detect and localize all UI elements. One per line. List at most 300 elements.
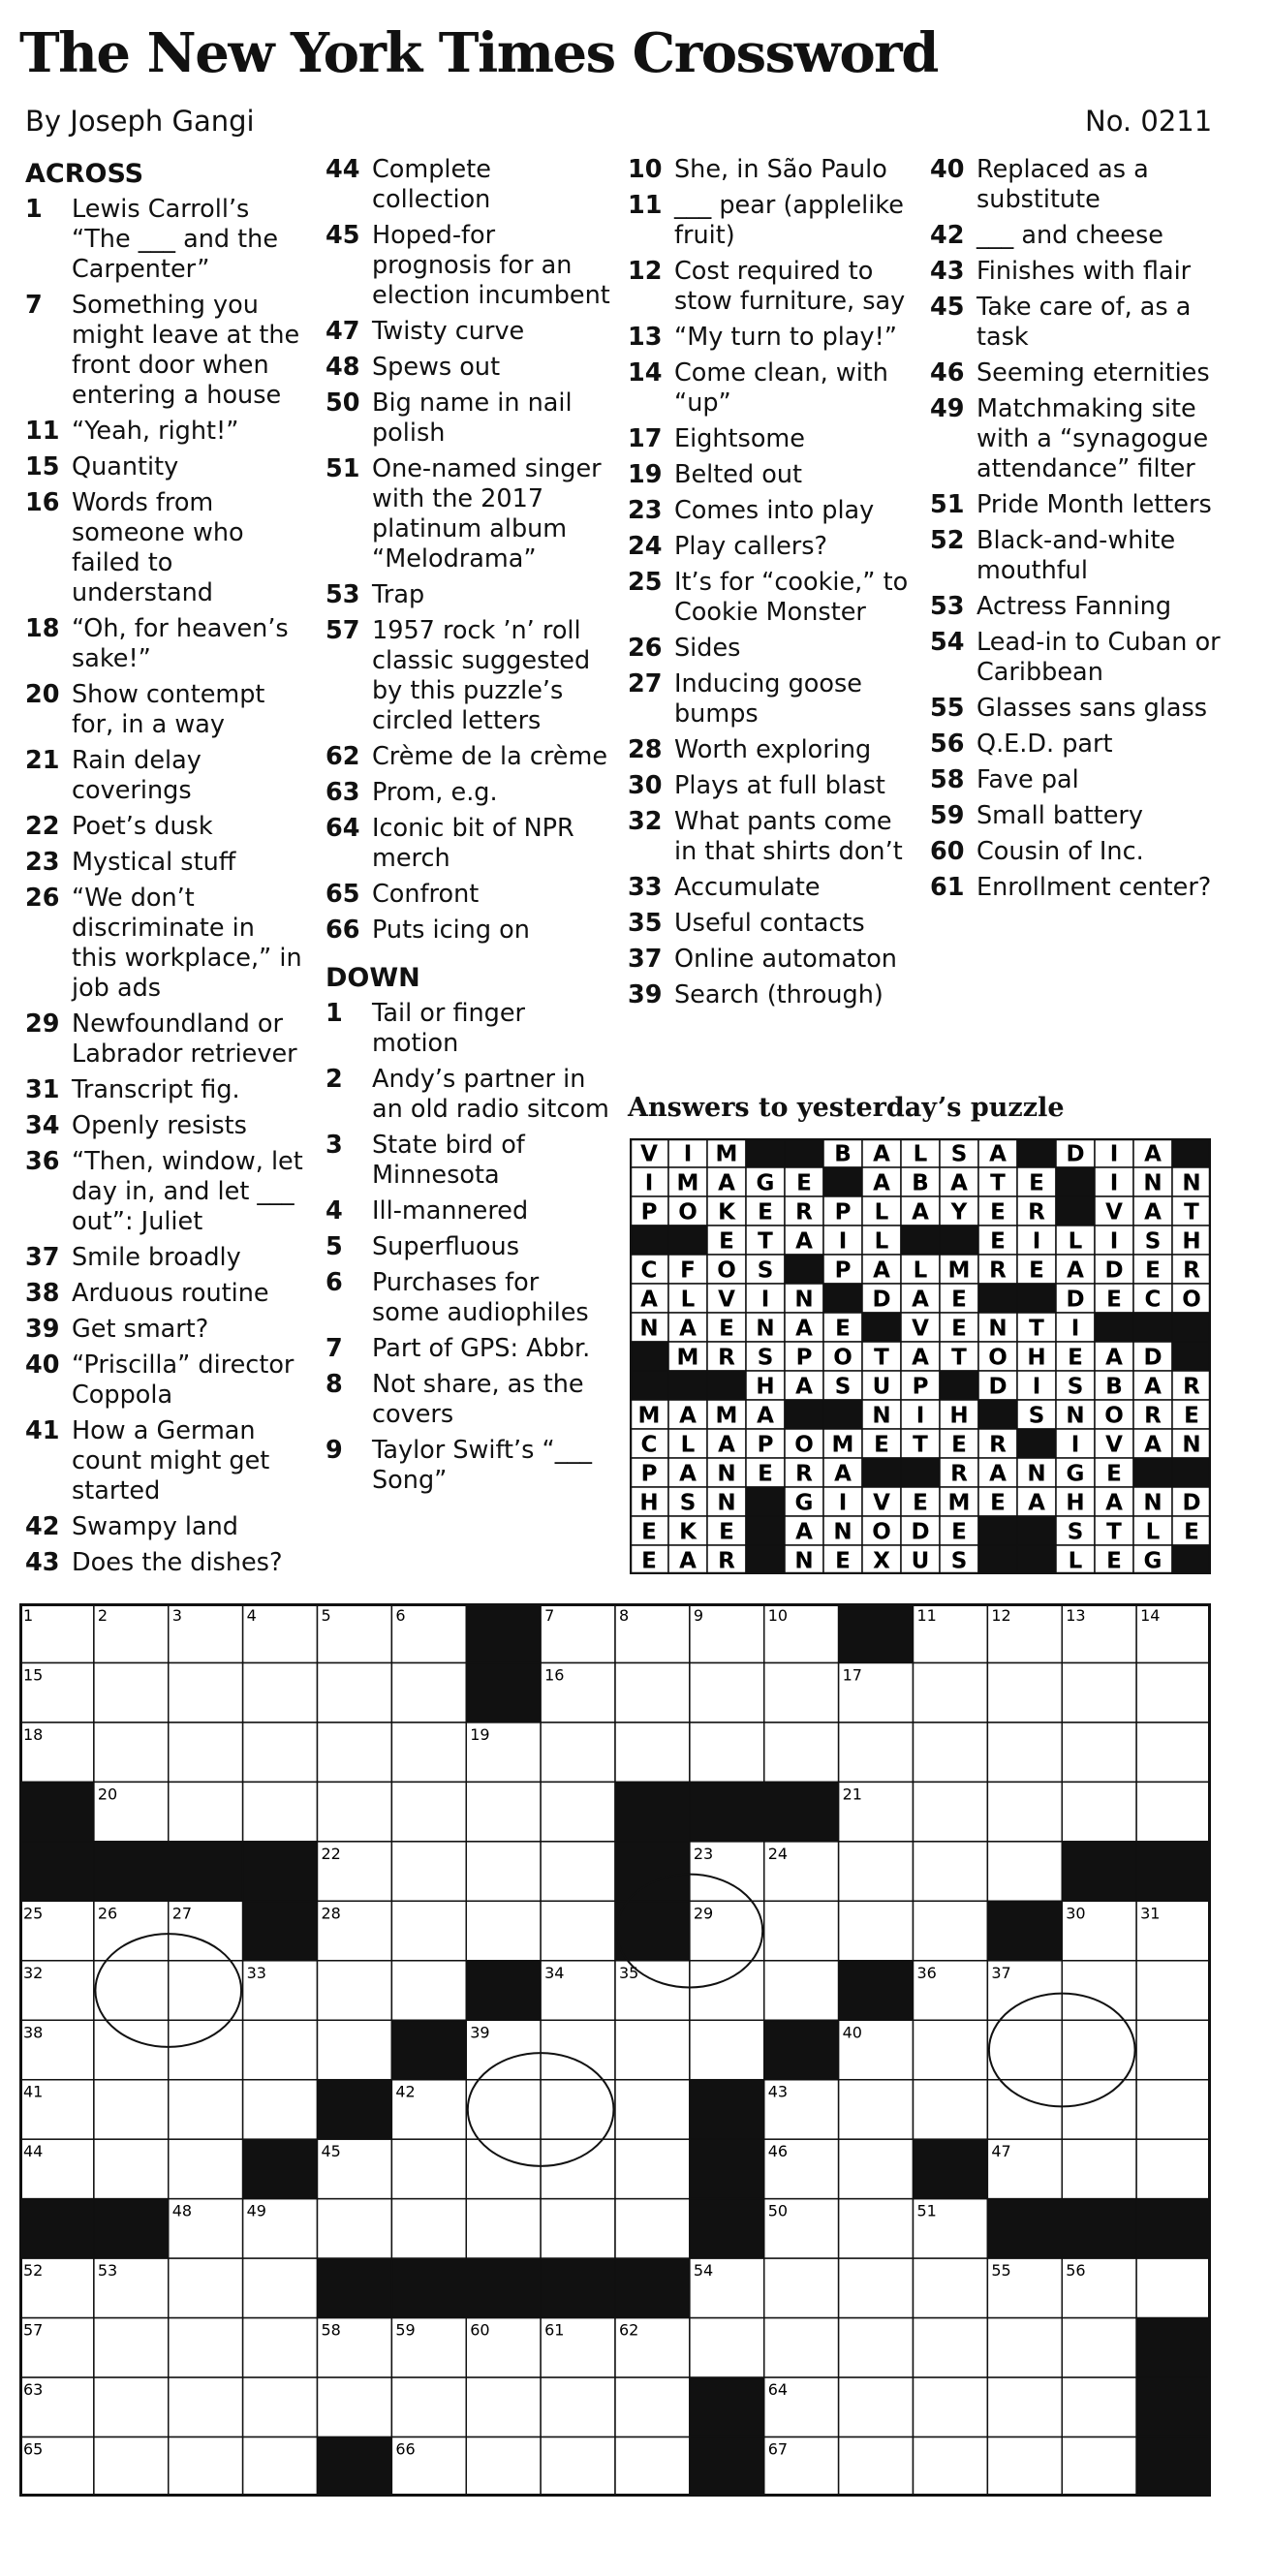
down-clue-52[interactable] [930,526,1221,586]
grid-square[interactable] [987,1782,1062,1841]
across-clue-11[interactable] [25,417,306,447]
grid-square[interactable] [243,2080,318,2139]
black-square [243,2139,318,2198]
grid-square[interactable] [169,1961,243,2020]
answer-letter: R [989,1257,1007,1284]
down-clue-9[interactable] [326,1436,611,1496]
down-clue-5[interactable] [326,1232,611,1262]
across-clue-15[interactable] [25,452,306,482]
grid-square[interactable] [318,1782,392,1841]
grid-square[interactable] [839,1842,914,1901]
clue-text: Matchmaking site with a “synagogue attendance” filter [976,394,1209,483]
grid-square[interactable] [391,1901,466,1960]
grid-square[interactable] [1136,1723,1211,1782]
answer-letter: A [640,1287,658,1313]
grid-square[interactable] [541,1723,615,1782]
down-clue-32[interactable] [628,807,914,867]
square-number: 57 [23,2320,44,2340]
grid-square[interactable] [466,1782,541,1841]
grid-square[interactable] [615,1662,690,1722]
answer-black-square [668,1371,707,1400]
grid-square[interactable] [839,1901,914,1960]
down-clue-46[interactable] [930,358,1221,388]
across-clue-53[interactable] [326,580,611,610]
grid-square[interactable] [94,2377,169,2436]
down-clue-25[interactable] [628,568,914,628]
grid-square[interactable] [541,2020,615,2079]
grid-square[interactable] [1136,2020,1211,2079]
square-number: 37 [991,1963,1011,1982]
down-clue-39[interactable] [628,980,914,1010]
clue-number: 57 [326,616,360,645]
grid-square[interactable] [94,1662,169,1722]
grid-square[interactable] [1136,2080,1211,2139]
grid-square[interactable] [318,1961,392,2020]
across-clue-66[interactable] [326,916,611,946]
answer-black-square [978,1545,1017,1574]
down-clue-40[interactable] [930,155,1221,215]
grid-square[interactable] [94,2437,169,2497]
grid-square[interactable] [690,1662,764,1722]
grid-square[interactable] [839,1723,914,1782]
down-clue-2[interactable] [326,1065,611,1125]
grid-square[interactable] [914,1782,988,1841]
grid-square[interactable] [839,2139,914,2198]
grid-square[interactable] [169,2258,243,2317]
answer-letter: A [718,1170,735,1196]
grid-square[interactable] [615,2080,690,2139]
answer-black-square [940,1371,978,1400]
grid-square[interactable] [690,2318,764,2377]
grid-square[interactable] [391,1723,466,1782]
grid-square[interactable] [615,2199,690,2258]
grid-square[interactable] [94,2080,169,2139]
grid-square[interactable] [914,1662,988,1722]
down-clue-45[interactable] [930,293,1221,353]
answer-black-square [1017,1429,1056,1458]
across-clue-1[interactable] [25,195,306,285]
down-clue-17[interactable] [628,424,914,454]
grid-square[interactable] [987,2377,1062,2436]
grid-square[interactable] [541,2139,615,2198]
answer-letter: T [1106,1519,1122,1545]
down-clue-56[interactable] [930,729,1221,760]
clue-number: 31 [25,1075,60,1104]
grid-square[interactable] [243,1723,318,1782]
clue-text: Get smart? [72,1315,209,1344]
clue-text: Trap [372,580,425,609]
grid-square[interactable] [914,2258,988,2317]
grid-square[interactable] [541,2199,615,2258]
square-number: 67 [767,2439,789,2459]
answer-black-square [630,1226,668,1255]
across-clue-18[interactable] [25,614,306,674]
grid-square[interactable] [914,2080,988,2139]
grid-square[interactable] [466,1901,541,1960]
grid-square[interactable] [764,1662,839,1722]
square-number: 7 [544,1606,555,1625]
grid-square[interactable] [169,2020,243,2079]
answer-black-square [1017,1545,1056,1574]
grid-square[interactable] [1062,1662,1136,1722]
down-clue-12[interactable] [628,257,914,317]
grid-square[interactable] [1062,1961,1136,2020]
down-clue-30[interactable] [628,771,914,801]
black-square [690,2199,764,2258]
down-clue-58[interactable] [930,765,1221,795]
grid-square[interactable] [466,2437,541,2497]
grid-square[interactable] [541,1901,615,1960]
answer-letter: I [1032,1374,1041,1400]
grid-square[interactable] [764,1901,839,1960]
across-clue-62[interactable] [326,742,611,772]
black-square [690,2080,764,2139]
down-clue-10[interactable] [628,155,914,185]
grid-square[interactable] [1062,1782,1136,1841]
grid-square[interactable] [615,2437,690,2497]
down-clue-55[interactable] [930,694,1221,724]
down-clue-59[interactable] [930,801,1221,831]
across-clue-26[interactable] [25,884,306,1004]
grid-square[interactable] [1136,2258,1211,2317]
across-clue-20[interactable] [25,680,306,740]
across-clue-48[interactable] [326,353,611,383]
across-clue-63[interactable] [326,778,611,808]
across-clue-23[interactable] [25,848,306,878]
down-clue-53[interactable] [930,592,1221,622]
grid-square[interactable] [1136,1662,1211,1722]
grid-square[interactable] [615,2377,690,2436]
down-clue-43[interactable] [930,257,1221,287]
across-clue-43[interactable] [25,1548,306,1578]
grid-square[interactable] [391,1842,466,1901]
grid-square[interactable] [764,1961,839,2020]
clue-number: 26 [628,634,663,663]
answer-letter: E [1145,1257,1161,1284]
answer-letter: N [833,1519,852,1545]
clue-text: Words from someone who failed to understand [72,488,244,607]
grid-square[interactable] [169,1723,243,1782]
answer-letter: I [1109,1170,1119,1196]
grid-square[interactable] [839,2080,914,2139]
across-clue-44[interactable] [326,155,611,215]
answer-letter: A [679,1403,697,1429]
grid-square[interactable] [541,2437,615,2497]
answer-letter: N [717,1461,736,1487]
down-heading: DOWN [326,963,420,993]
black-square [169,1842,243,1901]
down-clue-49[interactable] [930,394,1221,484]
across-clue-41[interactable] [25,1416,306,1506]
answer-letter: A [1105,1345,1123,1371]
grid-square[interactable] [318,1723,392,1782]
down-clue-19[interactable] [628,460,914,490]
across-clue-39[interactable] [25,1315,306,1345]
grid-square[interactable] [541,2377,615,2436]
grid-square[interactable] [391,2139,466,2198]
answer-letter: A [1144,1199,1162,1226]
grid-square[interactable] [541,1782,615,1841]
grid-square[interactable] [391,2199,466,2258]
square-number: 61 [544,2320,565,2340]
down-clue-37[interactable] [628,945,914,975]
down-clue-23[interactable] [628,496,914,526]
square-number: 41 [23,2082,44,2101]
grid-square[interactable] [243,2020,318,2079]
down-clue-4[interactable] [326,1196,611,1226]
across-clue-51[interactable] [326,454,611,574]
grid-square[interactable] [764,2258,839,2317]
across-clue-22[interactable] [25,812,306,842]
grid-square[interactable] [987,2318,1062,2377]
across-clue-34[interactable] [25,1111,306,1141]
square-number: 48 [171,2201,193,2220]
clue-text: Inducing goose bumps [674,669,862,729]
grid-square[interactable] [94,2020,169,2079]
across-clue-50[interactable] [326,388,611,449]
across-clue-64[interactable] [326,814,611,874]
down-clue-24[interactable] [628,532,914,562]
answer-letter: A [1144,1432,1162,1458]
clue-text: Small battery [976,801,1144,830]
answer-letter: A [757,1403,774,1429]
down-clue-1[interactable] [326,999,611,1059]
black-square [1136,1842,1211,1901]
across-clue-57[interactable] [326,616,611,736]
across-clue-29[interactable] [25,1009,306,1070]
grid-square[interactable] [690,1961,764,2020]
answer-letter: A [989,1461,1007,1487]
grid-square[interactable] [243,2318,318,2377]
grid-square[interactable] [391,1961,466,2020]
down-clue-33[interactable] [628,873,914,903]
black-square [1062,2199,1136,2258]
clue-text: ___ and cheese [976,221,1163,250]
down-clue-54[interactable] [930,628,1221,688]
grid-square[interactable] [318,2020,392,2079]
grid-square[interactable] [839,2258,914,2317]
grid-square[interactable] [914,2318,988,2377]
grid-square[interactable] [1136,1961,1211,2020]
clue-text: Arduous routine [72,1279,269,1308]
grid-square[interactable] [839,2318,914,2377]
down-clue-3[interactable] [326,1131,611,1191]
down-clue-60[interactable] [930,837,1221,867]
grid-square[interactable] [169,2139,243,2198]
square-number: 26 [97,1904,118,1923]
down-clue-61[interactable] [930,873,1221,903]
grid-square[interactable] [615,2020,690,2079]
down-clue-11[interactable] [628,191,914,251]
grid-square[interactable] [391,1662,466,1722]
grid-square[interactable] [764,2318,839,2377]
grid-square[interactable] [987,1662,1062,1722]
answer-letter: S [834,1374,852,1400]
down-clue-7[interactable] [326,1334,611,1364]
grid-square[interactable] [169,1662,243,1722]
grid-square[interactable] [94,1723,169,1782]
grid-square[interactable] [839,2199,914,2258]
clue-number: 37 [25,1243,60,1272]
grid-square[interactable] [318,1662,392,1722]
grid-square[interactable] [169,2437,243,2497]
grid-square[interactable] [690,1723,764,1782]
grid-square[interactable] [1062,2080,1136,2139]
answer-letter: I [1109,1141,1119,1167]
answer-letter: T [874,1345,889,1371]
grid-square[interactable] [914,2437,988,2497]
answer-letter: A [679,1548,697,1574]
grid-square[interactable] [690,2020,764,2079]
grid-square[interactable] [1136,1782,1211,1841]
down-clue-51[interactable] [930,490,1221,520]
grid-square[interactable] [914,1842,988,1901]
crossword-grid[interactable] [19,1603,1211,2497]
down-clue-6[interactable] [326,1268,611,1328]
grid-square[interactable] [391,2377,466,2436]
grid-square[interactable] [466,2080,541,2139]
square-number: 53 [97,2261,118,2281]
black-square [690,1782,764,1841]
grid-square[interactable] [1062,2377,1136,2436]
black-square [764,1782,839,1841]
down-clue-14[interactable] [628,358,914,419]
across-clue-65[interactable] [326,880,611,910]
answer-letter: P [912,1374,929,1400]
grid-square[interactable] [466,2199,541,2258]
grid-square[interactable] [1062,2020,1136,2079]
across-clue-31[interactable] [25,1075,306,1105]
down-clue-8[interactable] [326,1370,611,1430]
grid-square[interactable] [243,1782,318,1841]
clue-number: 51 [930,490,965,519]
down-clue-28[interactable] [628,735,914,765]
clue-text: Online automaton [674,945,897,974]
grid-square[interactable] [914,2020,988,2079]
clue-text: It’s for “cookie,” to Cookie Monster [674,568,909,627]
grid-square[interactable] [1062,1723,1136,1782]
grid-square[interactable] [466,2139,541,2198]
square-number: 8 [619,1606,630,1625]
grid-square[interactable] [243,2437,318,2497]
grid-square[interactable] [243,2258,318,2317]
down-clue-26[interactable] [628,634,914,664]
square-number: 35 [619,1963,639,1982]
grid-square[interactable] [615,1723,690,1782]
grid-square[interactable] [169,2080,243,2139]
clue-number: 61 [930,873,965,902]
clue-number: 6 [326,1268,343,1297]
grid-square[interactable] [914,2377,988,2436]
across-clue-21[interactable] [25,746,306,806]
answer-letter: P [640,1461,658,1487]
clue-number: 64 [326,814,360,843]
grid-square[interactable] [391,1782,466,1841]
grid-square[interactable] [987,1723,1062,1782]
grid-square[interactable] [1062,2437,1136,2497]
across-clue-38[interactable] [25,1279,306,1309]
grid-square[interactable] [615,2139,690,2198]
answer-letter: N [1066,1403,1085,1429]
across-clue-36[interactable] [25,1147,306,1237]
grid-square[interactable] [541,1842,615,1901]
grid-square[interactable] [169,2377,243,2436]
answer-letter: F [680,1257,696,1284]
grid-square[interactable] [466,1842,541,1901]
grid-square[interactable] [94,2318,169,2377]
across-clue-40[interactable] [25,1350,306,1411]
answer-letter: P [757,1432,774,1458]
grid-square[interactable] [839,2377,914,2436]
down-clue-35[interactable] [628,909,914,939]
square-number: 30 [1066,1904,1086,1923]
answer-letter: A [795,1519,813,1545]
across-clue-7[interactable] [25,291,306,411]
grid-square[interactable] [987,2437,1062,2497]
grid-square[interactable] [1062,2318,1136,2377]
square-number: 44 [23,2142,44,2161]
answer-black-square [1172,1138,1211,1167]
grid-square[interactable] [318,2377,392,2436]
black-square [615,1842,690,1901]
answer-black-square [746,1516,785,1545]
across-clue-47[interactable] [326,317,611,347]
answer-letter: S [679,1490,697,1516]
down-clue-27[interactable] [628,669,914,729]
clue-text: Lewis Carroll’s “The ___ and the Carpenter” [72,195,279,284]
answer-letter: E [1184,1403,1199,1429]
across-clue-16[interactable] [25,488,306,608]
grid-square[interactable] [169,1782,243,1841]
grid-square[interactable] [318,2199,392,2258]
clue-number: 51 [326,454,360,483]
grid-square[interactable] [987,2080,1062,2139]
grid-square[interactable] [914,1723,988,1782]
answer-letter: P [834,1199,852,1226]
grid-square[interactable] [94,2139,169,2198]
answer-black-square [746,1545,785,1574]
grid-square[interactable] [914,1901,988,1960]
black-square [615,2258,690,2317]
grid-square[interactable] [243,1662,318,1722]
down-clue-13[interactable] [628,323,914,353]
grid-square[interactable] [541,2080,615,2139]
across-clue-37[interactable] [25,1243,306,1273]
grid-square[interactable] [169,2318,243,2377]
grid-square[interactable] [1136,2139,1211,2198]
grid-square[interactable] [764,1723,839,1782]
clue-number: 42 [25,1512,60,1541]
grid-square[interactable] [987,1842,1062,1901]
answer-letter: S [1144,1228,1162,1255]
answer-black-square [785,1138,823,1167]
grid-square[interactable] [1062,2139,1136,2198]
answer-letter: A [989,1141,1007,1167]
answer-letter: X [873,1548,890,1574]
across-clue-42[interactable] [25,1512,306,1542]
square-number: 59 [395,2320,416,2340]
grid-square[interactable] [94,1961,169,2020]
clue-number: 5 [326,1232,343,1261]
down-clue-42[interactable] [930,221,1221,251]
grid-square[interactable] [243,2377,318,2436]
answer-letter: K [679,1519,697,1545]
answer-letter: A [679,1461,697,1487]
grid-square[interactable] [987,2020,1062,2079]
grid-square[interactable] [839,2437,914,2497]
grid-square[interactable] [466,2377,541,2436]
across-clue-45[interactable] [326,221,611,311]
